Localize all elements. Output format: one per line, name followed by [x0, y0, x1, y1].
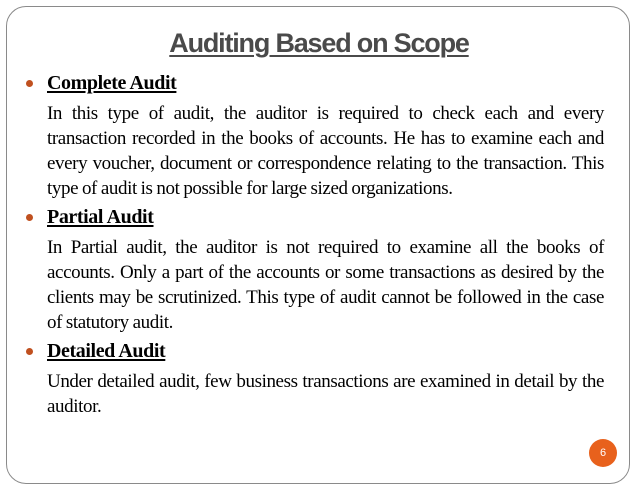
section-heading-text: Complete Audit [47, 72, 177, 94]
page-number-badge: 6 [589, 439, 617, 467]
section-body-detailed-audit: Under detailed audit, few business transactions are examined in detail by the auditor. [47, 371, 604, 417]
section-body-complete-audit: In this type of audit, the auditor is required to check each and every transaction recorded in the books of accounts. He has to examine each and every voucher, document or correspondence relating to the transaction. This type of audit is not possible for large sized organizations. [47, 103, 604, 199]
section-body-partial-audit: In Partial audit, the auditor is not required to examine all the books of accounts. Only a part of the accounts or some transactions as desired by the clients may be scrutinized. This type of audit cannot be followed in the case of statutory audit. [47, 237, 604, 333]
slide-content [26, 71, 604, 423]
section-heading-partial-audit [26, 205, 604, 229]
bullet-icon [26, 80, 33, 87]
bullet-icon [26, 214, 33, 221]
slide-title: Auditing Based on Scope [169, 28, 469, 58]
section-heading-text: Detailed Audit [47, 340, 166, 362]
bullet-icon [26, 348, 33, 355]
section-heading-complete-audit [26, 71, 604, 95]
section-heading-detailed-audit [26, 339, 604, 363]
section-heading-text: Partial Audit [47, 206, 154, 228]
